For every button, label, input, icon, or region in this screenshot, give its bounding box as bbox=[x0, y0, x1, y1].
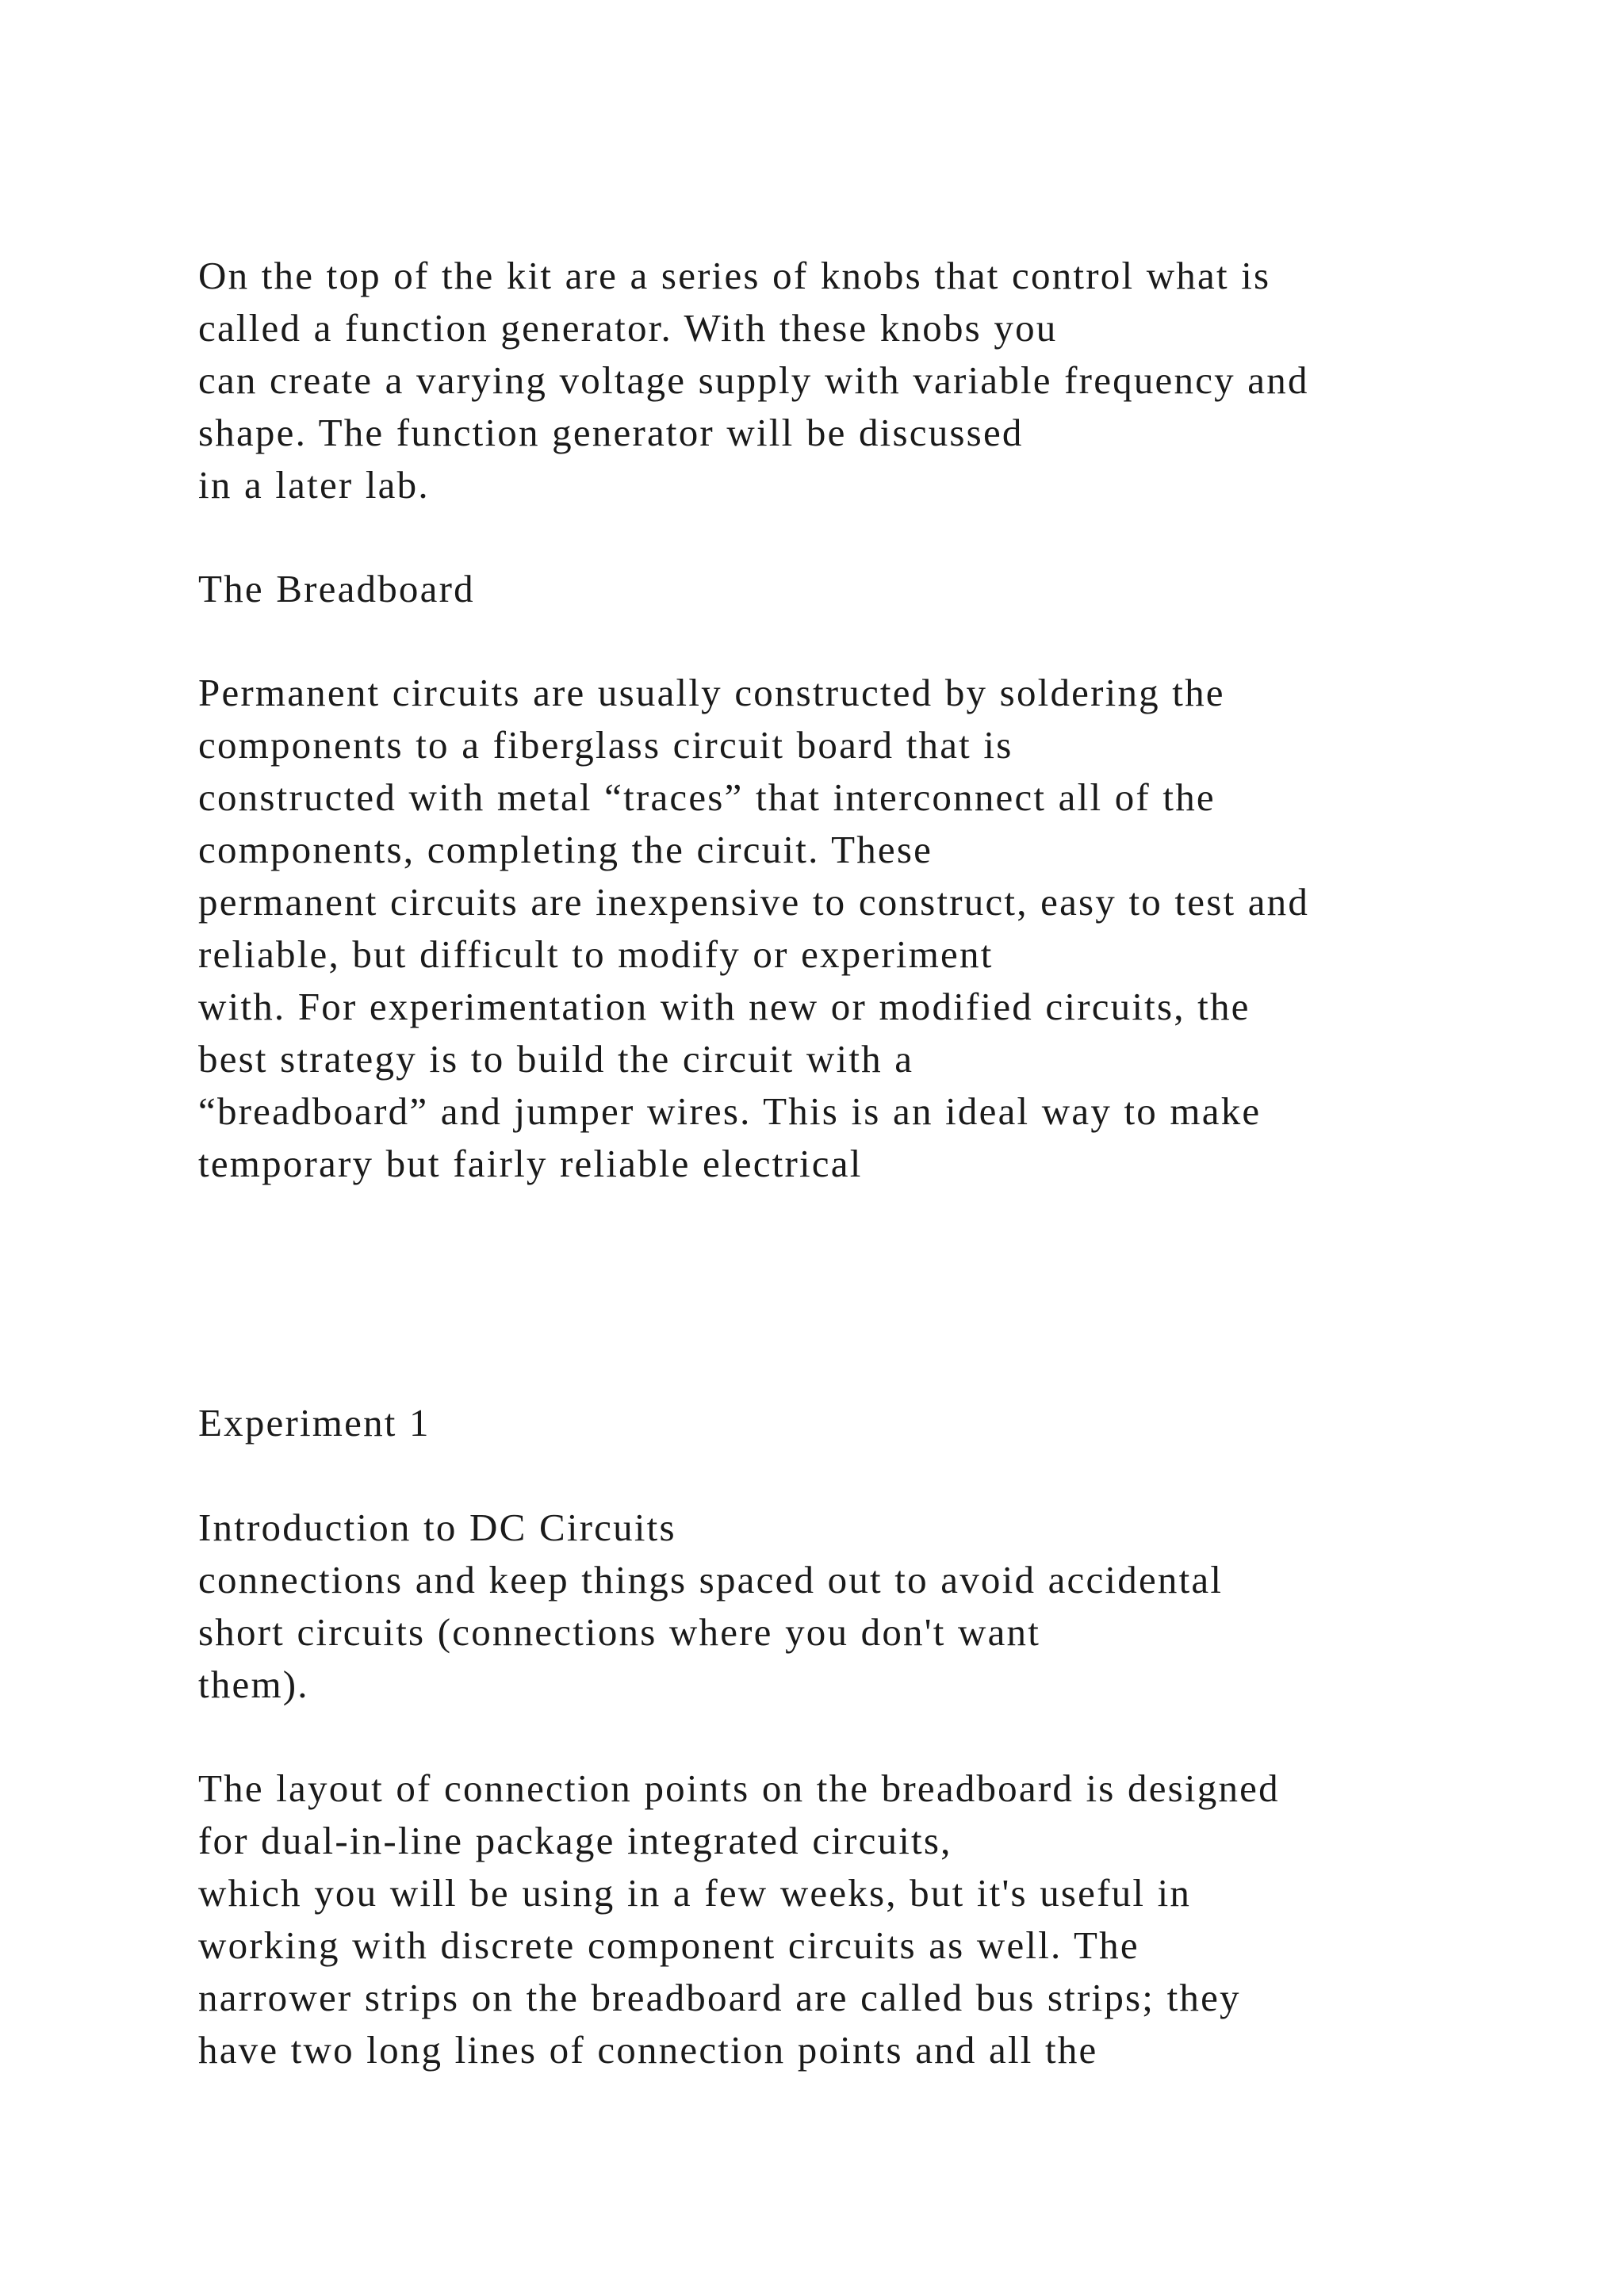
paragraph-permanent-circuits bbox=[198, 667, 1594, 1190]
page-header-title-block bbox=[198, 1502, 1594, 1711]
text-line: The layout of connection points on the breadboard is designed bbox=[198, 1766, 1280, 1810]
text-line: narrower strips on the breadboard are called bus strips; they bbox=[198, 1976, 1241, 2019]
text-line: which you will be using in a few weeks, but it's useful in bbox=[198, 1871, 1192, 1915]
text-line: called a function generator. With these knobs you bbox=[198, 306, 1058, 350]
text-line: Permanent circuits are usually constructed by soldering the bbox=[198, 671, 1225, 714]
text-line: shape. The function generator will be discussed bbox=[198, 411, 1024, 454]
text-line: them). bbox=[198, 1663, 309, 1706]
text-line: constructed with metal “traces” that interconnect all of the bbox=[198, 775, 1216, 819]
section-heading: The Breadboard bbox=[198, 567, 475, 610]
text-line: can create a varying voltage supply with variable frequency and bbox=[198, 358, 1309, 402]
paragraph-breadboard-layout bbox=[198, 1762, 1594, 2076]
text-line: for dual-in-line package integrated circuits, bbox=[198, 1819, 952, 1862]
text-line: On the top of the kit are a series of knobs that control what is bbox=[198, 254, 1271, 297]
text-line: permanent circuits are inexpensive to construct, easy to test and bbox=[198, 880, 1310, 924]
text-line: components, completing the circuit. These bbox=[198, 828, 933, 871]
text-line: with. For experimentation with new or modified circuits, the bbox=[198, 985, 1251, 1028]
paragraph-function-generator bbox=[198, 250, 1594, 511]
text-line: short circuits (connections where you don't want bbox=[198, 1610, 1041, 1654]
experiment-title: Introduction to DC Circuits bbox=[198, 1506, 676, 1549]
text-line: connections and keep things spaced out to avoid accidental bbox=[198, 1558, 1224, 1601]
experiment-label: Experiment 1 bbox=[198, 1401, 431, 1445]
text-line: components to a fiberglass circuit board that is bbox=[198, 723, 1013, 767]
text-line: “breadboard” and jumper wires. This is an ideal way to make bbox=[198, 1089, 1262, 1133]
text-line: temporary but fairly reliable electrical bbox=[198, 1142, 863, 1185]
text-line: working with discrete component circuits as well. The bbox=[198, 1923, 1139, 1967]
section-heading-breadboard bbox=[198, 563, 1594, 615]
text-line: in a later lab. bbox=[198, 463, 430, 507]
page-header-experiment bbox=[198, 1397, 1594, 1449]
text-line: have two long lines of connection points and all the bbox=[198, 2028, 1098, 2072]
text-line: best strategy is to build the circuit with a bbox=[198, 1037, 914, 1081]
text-line: reliable, but difficult to modify or experiment bbox=[198, 932, 994, 976]
